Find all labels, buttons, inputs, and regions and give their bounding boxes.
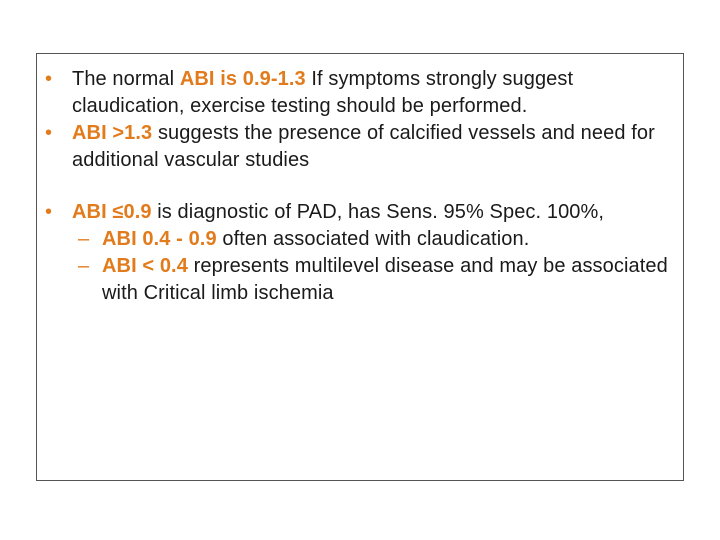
- slide-content: [37, 66, 685, 307]
- bullet-marker: •: [45, 201, 53, 223]
- highlight-abi-above: ABI >1.3: [72, 122, 153, 144]
- highlight-abi-range: ABI 0.4 - 0.9: [102, 228, 217, 250]
- bullet-marker: •: [45, 122, 53, 144]
- bullet-marker: •: [45, 68, 53, 90]
- sub-bullet-multilevel: [37, 253, 685, 307]
- sub-bullet-marker: –: [78, 228, 90, 250]
- bullet-normal-abi: [37, 66, 685, 120]
- bullet-body-text: suggests the presence of calcified vessels and need for additional vascular studies: [72, 122, 655, 171]
- bullet-abi-above: [37, 120, 685, 174]
- highlight-normal-abi: ABI is 0.9-1.3: [179, 68, 306, 90]
- bullet-abi-below: [37, 199, 685, 226]
- highlight-abi-low: ABI < 0.4: [102, 255, 188, 277]
- sub-bullet-marker: –: [78, 255, 90, 277]
- bullet-body-text: If symptoms strongly suggest claudication, exercise testing should be performed.: [72, 68, 574, 117]
- highlight-abi-below: ABI ≤0.9: [72, 201, 152, 223]
- slide-frame: [36, 53, 684, 481]
- sub-bullet-body-text: often associated with claudication.: [216, 228, 530, 250]
- bullet-body-text: is diagnostic of PAD, has Sens. 95% Spec. 100%,: [151, 201, 605, 223]
- bullet-lead-text: The normal: [72, 68, 180, 90]
- sub-bullet-claudication: [37, 226, 685, 253]
- spacer: [37, 174, 685, 199]
- sub-bullet-body-text: represents multilevel disease and may be associated with Critical limb ischemia: [102, 255, 668, 304]
